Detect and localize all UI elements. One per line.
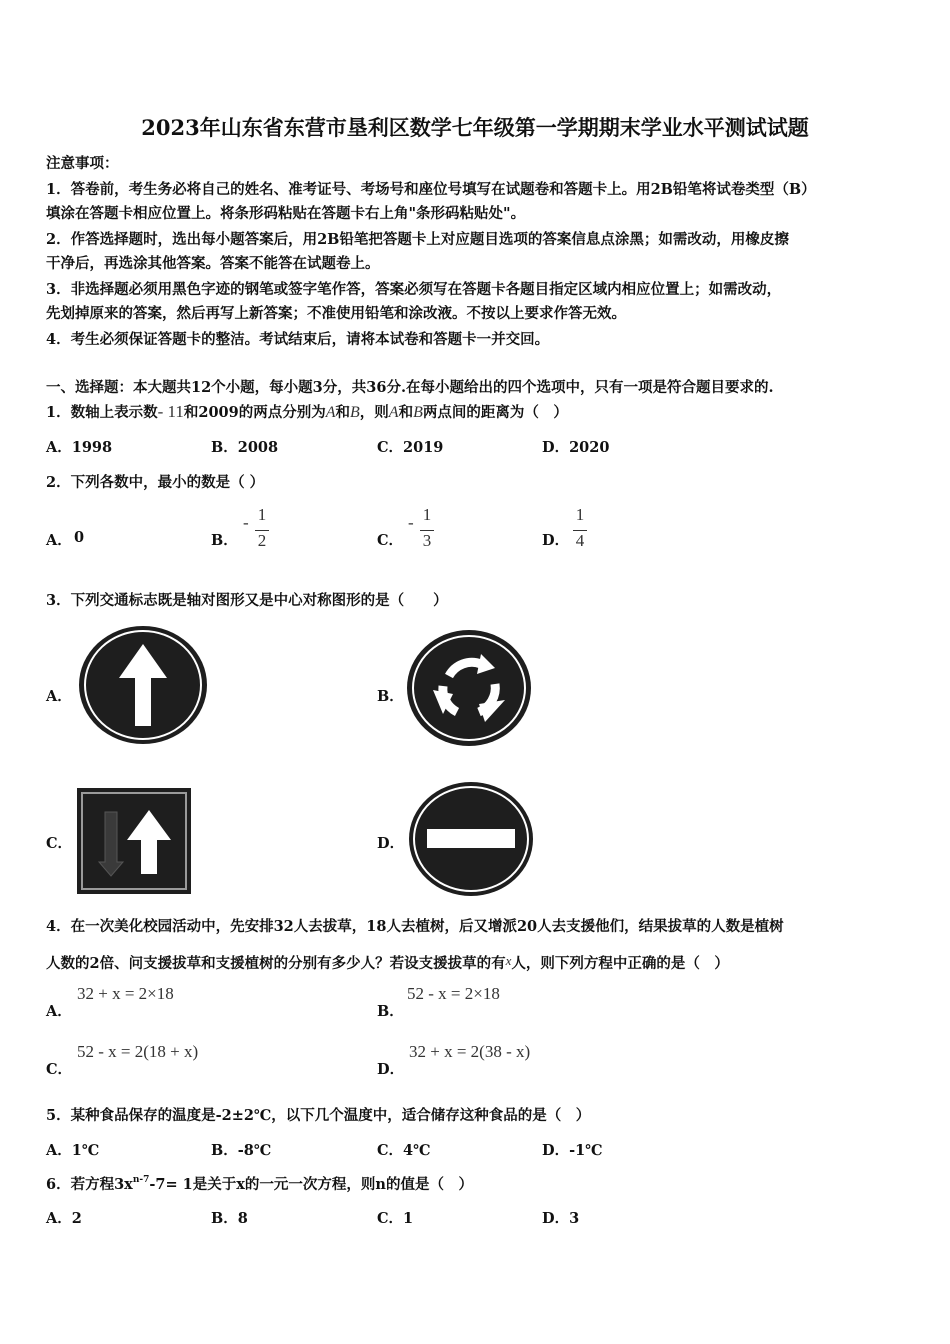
question-1 [46, 401, 568, 422]
q1-option-d: D．2020 [542, 439, 610, 456]
notice-line: 1．答卷前，考生务必将自己的姓名、准考证号、考场号和座位号填写在试题卷和答题卡上。用2B铅笔将试卷类型（B） [46, 181, 816, 198]
numerator: 1 [422, 505, 432, 524]
notice-line: 3．非选择题必须用黑色字迹的钢笔或签字笔作答，答案必须写在答题卡各题目指定区域内相应位置上；如需改动， [46, 281, 782, 298]
question-6 [46, 1173, 473, 1194]
q1-option-c: C．2019 [377, 439, 444, 456]
q2-option-a-label: A． [46, 532, 72, 549]
q4-text: 人数的2倍、问支援拔草和支援植树的分别有多少人？若设支援拔草的有 [46, 955, 506, 972]
q4-option-c-label: C． [46, 1061, 73, 1078]
q4-option-d-label: D． [377, 1061, 405, 1078]
q2-b-fraction [255, 505, 269, 553]
q6-text: -7= 1是关于x的一元一次方程，则n的值是（ ） [149, 1176, 473, 1193]
q6-exponent: n-7 [132, 1175, 150, 1185]
q1-number: - 11 [157, 402, 184, 421]
q4-option-b-equation: 52 - x = 2×18 [407, 984, 500, 1003]
q2-option-d-label: D． [542, 532, 570, 549]
question-3: 3．下列交通标志既是轴对图形又是中心对称图形的是（ ） [46, 592, 448, 609]
question-5: 5．某种食品保存的温度是-2±2℃，以下几个温度中，适合储存这种食品的是（ ） [46, 1107, 591, 1124]
notice-line: 4．考生必须保证答题卡的整洁。考试结束后，请将本试卷和答题卡一并交回。 [46, 331, 550, 348]
q1-text: 1．数轴上表示数 [46, 404, 158, 421]
question-4-line-1: 4．在一次美化校园活动中，先安排32人去拔草，18人去植树，后又增派20人去支援他们，结果拔草的人数是植树 [46, 918, 784, 935]
q1-point-a: A [388, 404, 399, 421]
q5-option-a: A．1℃ [46, 1142, 100, 1159]
notice-line: 先划掉原来的答案，然后再写上新答案；不准使用铅笔和涂改液。不按以上要求作答无效。 [46, 305, 626, 322]
notice-line: 干净后，再选涂其他答案。答案不能答在试题卷上。 [46, 255, 380, 272]
q4-option-d-equation: 32 + x = 2(38 - x) [409, 1042, 531, 1061]
q3-option-b-label: B． [377, 688, 404, 705]
roundabout-sign-icon [405, 628, 533, 748]
denominator: 2 [257, 531, 267, 550]
q5-option-c: C．4℃ [377, 1142, 431, 1159]
q6-option-d: D．3 [542, 1210, 580, 1227]
denominator: 3 [422, 531, 432, 550]
q1-option-a: A．1998 [46, 439, 113, 456]
q3-option-a-label: A． [46, 688, 72, 705]
section-heading: 一、选择题：本大题共12个小题，每小题3分，共36分.在每小题给出的四个选项中，只有一项是符合题目要求的. [46, 379, 774, 396]
page-title: 2023年山东省东营市垦利区数学七年级第一学期期末学业水平测试试题 [141, 115, 809, 140]
q1-text: 和2009的两点分别为 [183, 404, 326, 421]
q1-text: 和 [335, 404, 351, 421]
q1-point-b: B [413, 404, 423, 421]
q3-option-c-label: C． [46, 835, 73, 852]
q3-option-d-label: D． [377, 835, 405, 852]
q4-variable: x [505, 953, 512, 968]
numerator: 1 [575, 505, 585, 524]
q2-b-sign: - [243, 513, 249, 532]
q4-option-a-label: A． [46, 1003, 72, 1020]
square-arrow-sign-icon [77, 788, 191, 894]
q2-d-fraction [573, 505, 587, 553]
q6-option-c: C．1 [377, 1210, 414, 1227]
q2-c-sign: - [408, 513, 414, 532]
notice-line: 2．作答选择题时，选出每小题答案后，用2B铅笔把答题卡上对应题目选项的答案信息点涂黑；如需改动，用橡皮擦 [46, 231, 789, 248]
denominator: 4 [575, 531, 585, 550]
no-entry-sign-icon [407, 780, 535, 898]
q2-option-c-label: C． [377, 532, 404, 549]
q6-text: 6．若方程3x [46, 1176, 133, 1193]
q1-point-b: B [350, 404, 360, 421]
q2-option-b-label: B． [211, 532, 238, 549]
notice-line: 填涂在答题卡相应位置上。将条形码粘贴在答题卡右上角"条形码粘贴处"。 [46, 205, 526, 222]
question-2: 2．下列各数中，最小的数是（ ） [46, 474, 265, 491]
straight-arrow-sign-icon [77, 624, 209, 746]
q5-option-b: B．-8℃ [211, 1142, 272, 1159]
q6-option-b: B．8 [211, 1210, 248, 1227]
q4-text: 人，则下列方程中正确的是（ ） [511, 955, 729, 972]
question-4-line-2 [46, 952, 729, 973]
numerator: 1 [257, 505, 267, 524]
q4-option-a-equation: 32 + x = 2×18 [77, 984, 174, 1003]
q1-text: ，则 [359, 404, 389, 421]
q4-option-c-equation: 52 - x = 2(18 + x) [77, 1042, 199, 1061]
q1-point-a: A [325, 404, 336, 421]
q1-text: 和 [398, 404, 414, 421]
q1-option-b: B．2008 [211, 439, 279, 456]
q2-option-a-value: 0 [74, 529, 85, 546]
q4-option-b-label: B． [377, 1003, 404, 1020]
q5-option-d: D．-1℃ [542, 1142, 603, 1159]
notice-heading: 注意事项： [46, 155, 119, 172]
q2-c-fraction [420, 505, 434, 553]
q6-option-a: A．2 [46, 1210, 82, 1227]
q1-text: 两点间的距离为（ ） [422, 404, 568, 421]
